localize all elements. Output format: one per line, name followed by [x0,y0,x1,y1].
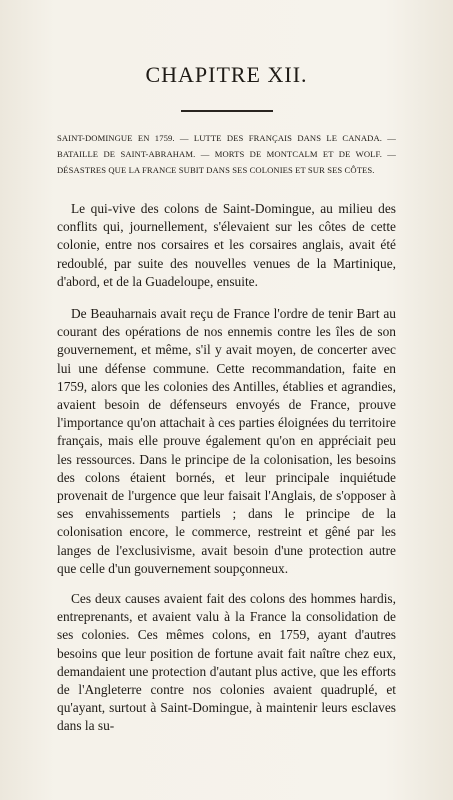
title-divider [181,110,273,112]
paragraph-2: De Beauharnais avait reçu de France l'ordre de tenir Bart au courant des opérations de nos ennemis contre les îles de son gouvernement, et même, s'il y avait moyen, de concerter avec lui une défense commune. Cette recommandation, faite en 1759, alors que les colonies des Antilles, établies et agrandies, avaient besoin de défenseurs envoyés de France, prouve l'importance qu'on attachait à ces parties éloignées du territoire français, mais elle prouve également qu'on en appréciait peu les ressources. Dans le principe de la colonisation, les besoins des colons étaient bornés, et leur principale inquiétude provenait de l'urgence que leur faisait l'Anglais, de s'opposer à ses envahissements partiels ; dans le principe de la colonisation encore, le commerce, restreint et gêné par les langes de l'exclusivisme, avait besoin d'une protection autre que celle d'un gouvernement soupçonneux. [57,306,396,576]
paragraph-3: Ces deux causes avaient fait des colons des hommes hardis, entreprenants, et avaient valu à la France la consolidation de ses colonies. Ces mêmes colons, en 1759, ayant d'autres besoins que leur position de fortune avait fait naître chez eux, demandaient une protection d'autant plus active, que les efforts de l'Angleterre contre nos colonies avaient quadruplé, et qu'ayant, surtout à Saint-Domingue, à maintenir leurs esclaves dans la su- [57,591,396,734]
paragraph-1: Le qui-vive des colons de Saint-Domingue, au milieu des conflits qui, journellement, s'élevaient sur les côtes de cette colonie, entre nos corsaires et les corsaires anglais, avait été redoublé, par suite des nouvelles venues de la Martinique, d'abord, et de la Guadeloupe, ensuite. [57,201,396,289]
chapter-summary: SAINT-DOMINGUE EN 1759. — LUTTE DES FRANÇAIS DANS LE CANADA. — BATAILLE DE SAINT-ABRAHAM. — MORTS DE MONTCALM ET DE WOLF. — DÉSASTRES QUE LA FRANCE SUBIT DANS SES COLONIES ET SUR SES CÔTES. [57,133,396,175]
chapter-title: CHAPITRE XII. [145,62,308,87]
